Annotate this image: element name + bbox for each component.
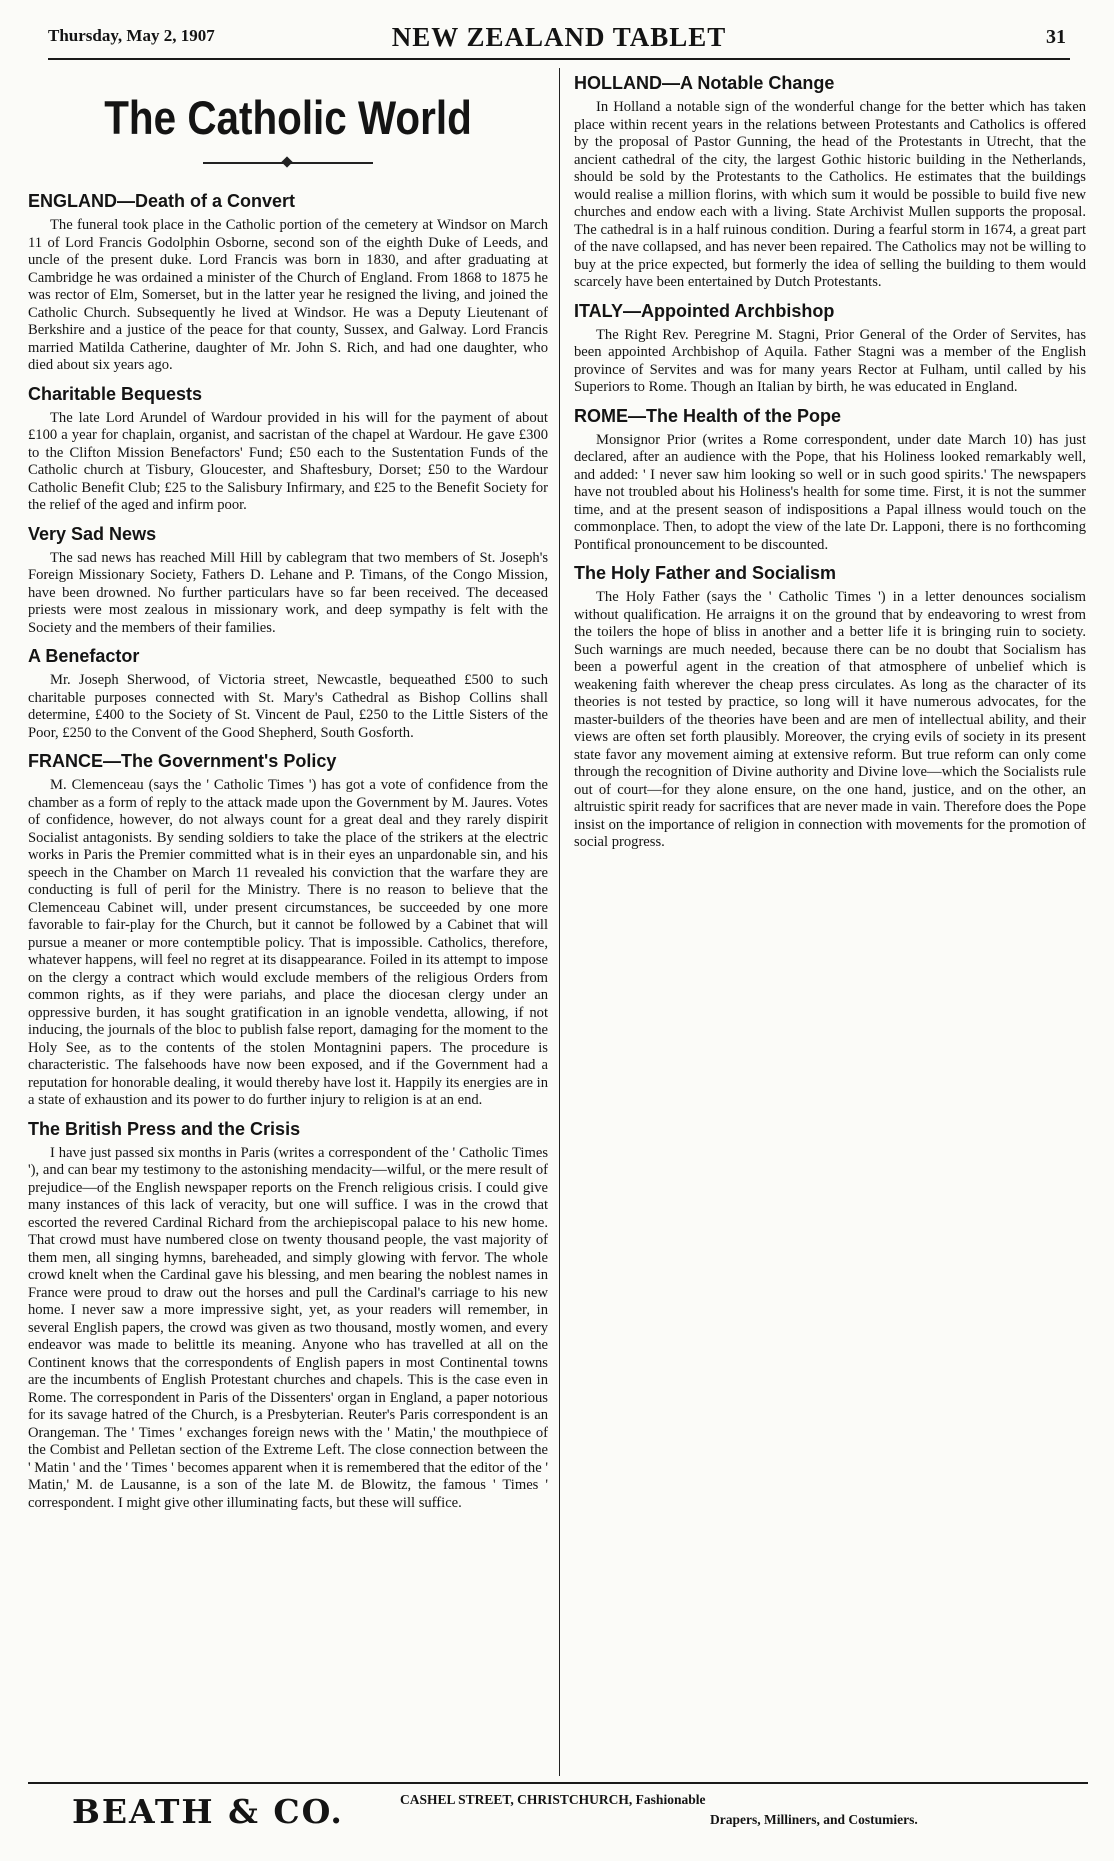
article-heading: ROME—The Health of the Pope [574, 405, 842, 426]
page-number: 31 [1046, 26, 1066, 48]
article-holy-father-socialism [574, 562, 1086, 852]
article-charitable-bequests [28, 383, 548, 515]
article-body: M. Clemenceau (says the ' Catholic Times ') has got a vote of confidence from the chamber as a form of reply to the attack made upon the Government by M. Jaures. Votes of confidence, however, do not always count for a great deal and they rarely dispirit Socialist antagonists. By sending soldiers to take the place of the strikers at the electric works in Paris the Premier committed what is in their eyes an unpardonable sin, and his speech in the Chamber on March 11 revealed his conviction that the warfare they are conducting is full of peril for the Ministry. There is no reason to believe that the Clemenceau Cabinet will, under present circumstances, be succeeded by one more favorable to fair-play for the Church, but it cannot be followed by a Cabinet that will pursue a meaner or more contemptible policy. That is impossible. Catholics, therefore, whatever happens, will feel no regret at its disappearance. Foiled in its attempt to impose on the clergy a contract which would exclude members of the religious Orders from common rights, as if they were pariahs, and place the diocesan clergy under an oppressive burden, it has sought gratification in an ignoble vendetta, allowing, if not inducing, the journals of the bloc to publish false report, damaging for the moment to the Holy See, as to the contents of the stolen Montagnini papers. The procedure is characteristic. The falsehoods have now been exposed, and if the Government had a reputation for honorable dealing, it would thereby have lost it. Happily its energies are in a state of exhaustion and its power to do further injury to religion is at an end. [28, 777, 548, 1108]
article-body: Mr. Joseph Sherwood, of Victoria street, Newcastle, bequeathed £500 to such charitable purposes connected with St. Mary's Cathedral as Bishop Collins shall determine, £400 to the Society of St. Vincent de Paul, £250 to the Little Sisters of the Poor, £250 to the Convent of the Good Shepherd, South Gosforth. [28, 672, 548, 741]
article-italy [574, 300, 1086, 397]
right-column [574, 72, 1086, 860]
title-ornament [203, 156, 373, 170]
article-heading: ENGLAND—Death of a Convert [28, 191, 296, 211]
article-body: In Holland a notable sign of the wonderful change for the better which has taken place within recent years in the relations between Protestants and Catholics is offered by the proposal of Pastor Gunning, the head of the Protestants in Utrecht, that the ancient cathedral of the city, the largest Gothic historic building in the Netherlands, should be sold by the Protestants to the Catholics. He estimates that the buildings would realise a million florins, with which sum it would be possible to build five new churches and endow each with a living. State Archivist Mullen supports the proposal. The cathedral is in a half ruinous condition. During a fearful storm in 1674, a great part of the nave collapsed, and has never been repaired. The Catholics may not be willing to buy at the price expected, but formerly the idea of selling the building to them would scarcely have been entertained by Dutch Protestants. [574, 99, 1086, 290]
article-heading: HOLLAND—A Notable Change [574, 73, 835, 93]
article-heading: The Holy Father and Socialism [574, 563, 837, 583]
advertiser-trades: Drapers, Milliners, and Costumiers. [710, 1812, 918, 1827]
masthead: NEW ZEALAND TABLET [391, 22, 727, 52]
article-body: Monsignor Prior (writes a Rome correspondent, under date March 10) has just declared, after an audience with the Pope, that his Holiness looked remarkably well, and added: ' I never saw him looking so well or in such good spirits.' The newspapers have not troubled about his Holiness's health for some time. First, it is not the summer time, and at the present season of indispositions a Papal illness would touch on the commonplace. Then, to adopt the view of the late Dr. Lapponi, there is no forthcoming Pontifical pronouncement to be discounted. [574, 431, 1086, 553]
section-title: The Catholic World [104, 91, 472, 144]
advertisement-footer [28, 1782, 1088, 1844]
article-heading: Very Sad News [28, 523, 157, 544]
article-body: The Holy Father (says the ' Catholic Times ') in a letter denounces socialism without qualification. He arraigns it on the ground that by endeavoring to wrest from the toilers the hope of bliss in another and a better life it is bringing ruin to society. Such warnings are much needed, because there can be no doubt that Socialism has been a powerful agent in the creation of that atmosphere of unbelief which is weakening faith wherever the cheap press circulates. As long as the character of its theories is not tested by practice, so long will it have numerous advocates, for the master-builders of the theories have been and are men of intellectual ability, and their views are often set forth plausibly. Moreover, the crying evils of society in its present state favor any movement aiming at extensive reform. But true reform can only come through the recognition of Divine authority and Divine love—which the Socialists rule out of court—for they alone ensure, on the one hand, justice, and on the other, an altruistic spirit ready for sacrifices that are never made in vain. Therefore does the Pope insist on the importance of religion in connection with movements for the promotion of social progress. [574, 589, 1086, 850]
left-column [28, 72, 548, 1520]
issue-date: Thursday, May 2, 1907 [48, 26, 215, 45]
diamond-icon [281, 156, 292, 167]
article-very-sad-news [28, 523, 548, 638]
article-heading: A Benefactor [28, 646, 140, 666]
article-england [28, 190, 548, 375]
article-rome [574, 405, 1086, 555]
article-british-press [28, 1118, 548, 1513]
advertiser-address: CASHEL STREET, CHRISTCHURCH, Fashionable [400, 1792, 706, 1807]
article-heading: Charitable Bequests [28, 383, 203, 404]
article-body: I have just passed six months in Paris (writes a correspondent of the ' Catholic Times '), and can bear my testimony to the astonishing mendacity—wilful, or the mere result of prejudice—of the English newspaper reports on the French religious crisis. I could give many instances of this lack of veracity, but one will suffice. I was in the crowd that escorted the revered Cardinal Richard from the archiepiscopal palace to his new home. That crowd must have numbered close on twenty thousand people, the vast majority of them men, all singing hymns, bareheaded, and simply glowing with fervor. The whole crowd knelt when the Cardinal gave his blessing, and men bearing the noblest names in France were proud to draw out the horses and pull the Cardinal's carriage to his new home. I never saw a more impressive sight, yet, as your readers will remember, in several English papers, the crowd was given as two thousand, mostly women, and every endeavor was made to belittle its meaning. Anyone who has travelled at all on the Continent knows that the correspondents of English papers in most Continental towns are the incumbents of English Protestant churches and chapels. This is the case even in Rome. The correspondent in Paris of the Dissenters' organ in England, a paper notorious for its savage hatred of the Church, is a Presbyterian. Reuter's Paris correspondent is an Orangeman. The ' Times ' exchanges foreign news with the ' Matin,' the mouthpiece of the Combist and Pelletan section of the Extreme Left. The close connection between the ' Matin ' and the ' Times ' becomes apparent when it is remembered that the editor of the ' Matin,' M. de Lausanne, is a son of the late M. de Blowitz, the famous ' Times ' correspondent. I might give other illuminating facts, but these will suffice. [28, 1144, 548, 1511]
article-body: The sad news has reached Mill Hill by cablegram that two members of St. Joseph's Foreign Missionary Society, Fathers D. Lehane and P. Timans, of the Congo Mission, have been drowned. No further particulars have so far been received. The deceased priests were most zealous in missionary work, and deep sympathy is felt with the Society and the members of their families. [28, 549, 548, 636]
article-heading: FRANCE—The Government's Policy [28, 751, 337, 771]
article-a-benefactor [28, 645, 548, 742]
article-holland [574, 72, 1086, 292]
article-body: The late Lord Arundel of Wardour provided in his will for the payment of about £100 a year for chaplain, organist, and sacristan of the chapel at Wardour. He gave £300 to the Clifton Mission Benefactors' Fund; £50 each to the Sustentation Funds of the Catholic church at Tisbury, Gloucester, and Shaftesbury, Dorset; £50 to the Wardour Catholic Benefit Club; £25 to the Salisbury Infirmary, and £25 to the Benefit Society for the relief of the aged and infirm poor. [28, 409, 548, 513]
article-france [28, 750, 548, 1110]
page-header [48, 22, 1070, 60]
column-divider [559, 68, 560, 1776]
article-heading: ITALY—Appointed Archbishop [574, 300, 835, 321]
article-body: The funeral took place in the Catholic portion of the cemetery at Windsor on March 11 of Lord Francis Godolphin Osborne, second son of the eighth Duke of Leeds, and uncle of the present duke. Lord Francis was born in 1830, and after graduating at Cambridge he was ordained a minister of the Church of England. From 1868 to 1875 he was rector of Elm, Somerset, but in the latter year he resigned the living, and joined the Catholic Church. Subsequently he lived at Windsor. He was a Deputy Lieutenant of Berkshire and a justice of the peace for that county, Sussex, and Galway. Lord Francis married Matilda Catherine, daughter of Mr. John S. Rich, and had one daughter, who died about six years ago. [28, 217, 548, 373]
article-heading: The British Press and the Crisis [28, 1118, 301, 1139]
advertiser-name: BEATH & CO. [72, 1792, 344, 1831]
article-body: The Right Rev. Peregrine M. Stagni, Prior General of the Order of Servites, has been appointed Archbishop of Aquila. Father Stagni was a member of the English province of Servites and was for many years Rector at Fulham, until called by his Superiors to Rome. Though an Italian by birth, he was educated in England. [574, 326, 1086, 395]
